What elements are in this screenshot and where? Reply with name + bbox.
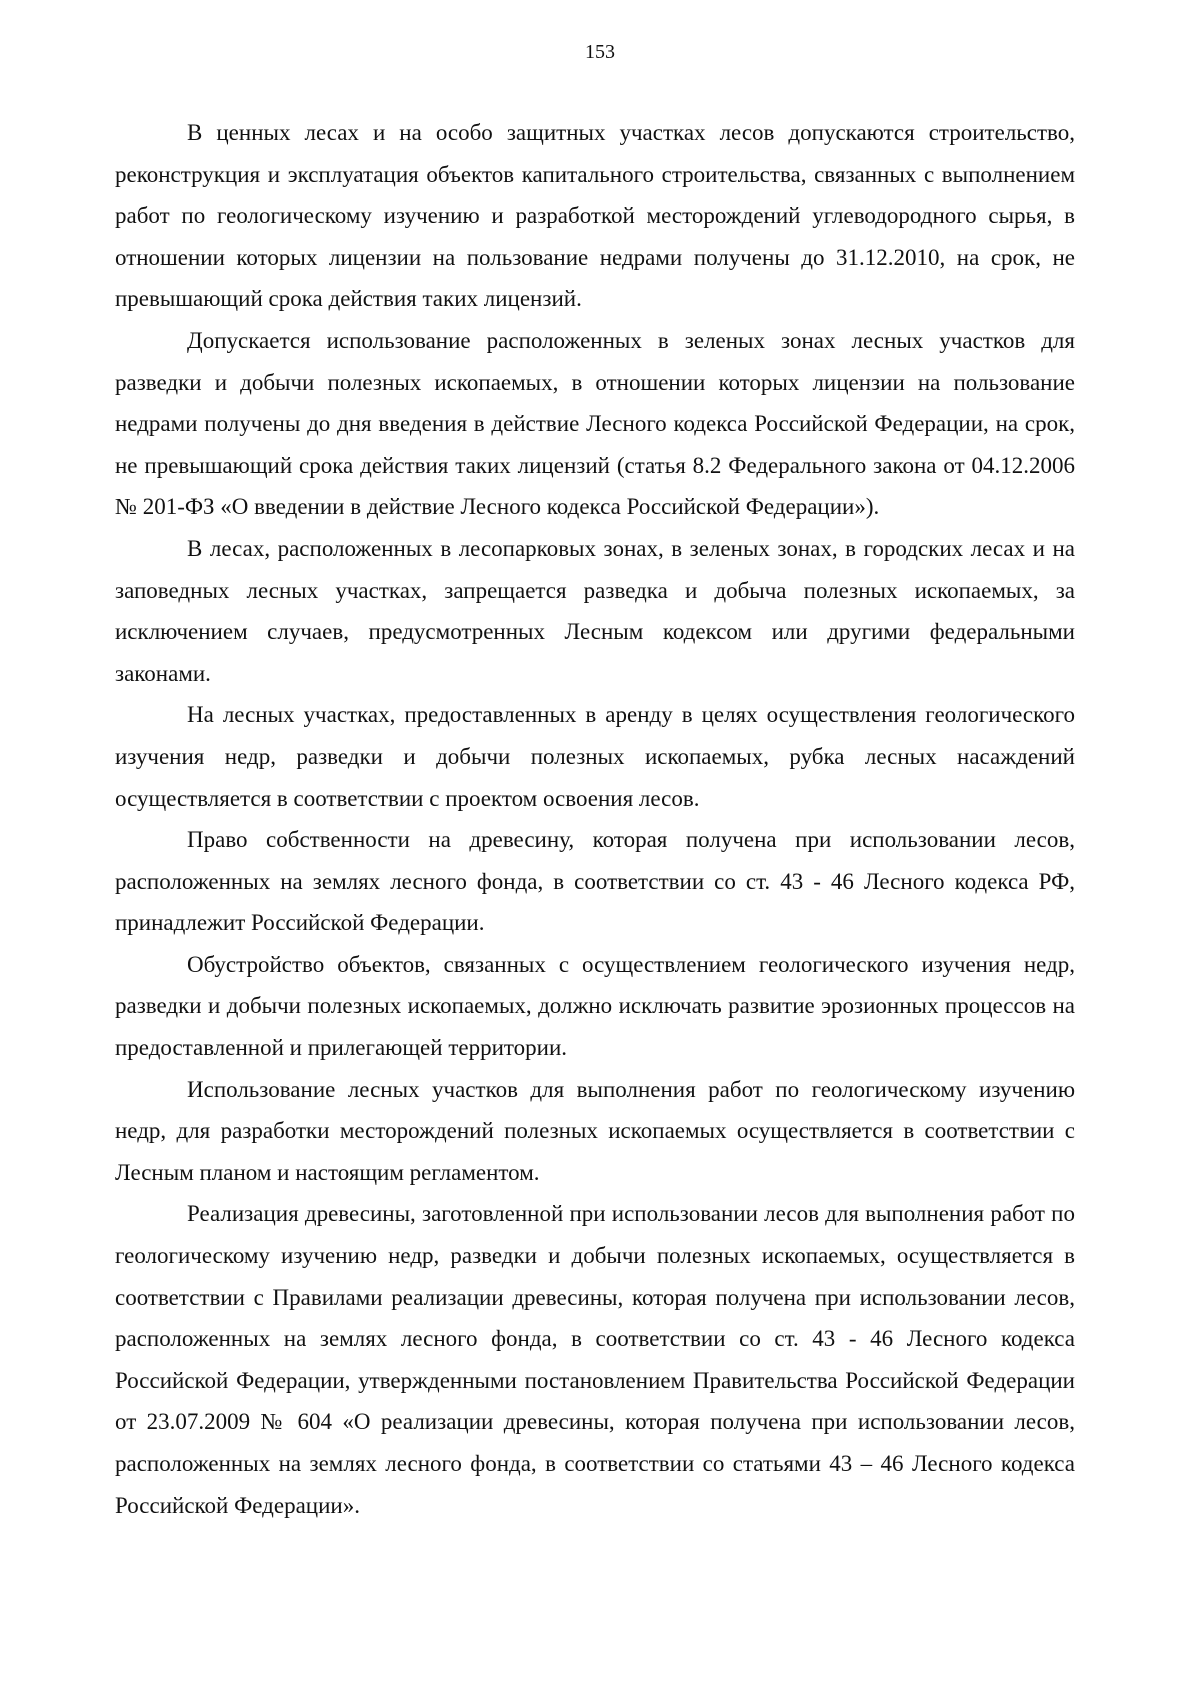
paragraph-green-zones: Допускается использование расположенных в зеленых зонах лесных участков для разведки и добычи полезных ископаемых, в отношении которых лицензии на пользование недрами получены до дня введения в действие Лесного кодекса Российской Федерации, на срок, не превышающий срока действия таких лицензий (статья 8.2 Федерального закона от 04.12.2006 № 201-ФЗ «О введении в действие Лесного кодекса Российской Федерации»). [115,327,1075,520]
paragraph-timber-ownership: Право собственности на древесину, которая получена при использовании лесов, расположенных на землях лесного фонда, в соответствии со ст. 43 - 46 Лесного кодекса РФ, принадлежит Российской Федерации. [115,827,1075,936]
paragraph-erosion-prevention: Обустройство объектов, связанных с осуществлением геологического изучения недр, разведки и добычи полезных ископаемых, должно исключать развитие эрозионных процессов на предоставленной и прилегающей территории. [115,951,1075,1061]
paragraph-timber-sale: Реализация древесины, заготовленной при использовании лесов для выполнения работ по геологическому изучению недр, разведки и добычи полезных ископаемых, осуществляется в соответствии с Правилами реализации древесины, которая получена при использовании лесов, расположенных на землях лесного фонда, в соответствии со ст. 43 - 46 Лесного кодекса Российской Федерации, утвержденными постановлением Правительства Российской Федерации от 23.07.2009 № 604 «О реализации древесины, которая получена при использовании лесов, расположенных на землях лесного фонда, в соответствии со статьями 43 – 46 Лесного кодекса Российской Федерации». [115,1201,1075,1518]
paragraph-forest-park-zones: В лесах, расположенных в лесопарковых зонах, в зеленых зонах, в городских лесах и на заповедных лесных участках, запрещается разведка и добыча полезных ископаемых, за исключением случаев, предусмотренных Лесным кодексом или другими федеральными законами. [115,535,1075,686]
paragraph-leased-plots: На лесных участках, предоставленных в аренду в целях осуществления геологического изучения недр, разведки и добычи полезных ископаемых, рубка лесных насаждений осуществляется в соответствии с проектом освоения лесов. [115,702,1075,811]
page-number: 153 [585,41,615,63]
paragraph-plot-use: Использование лесных участков для выполнения работ по геологическому изучению недр, для разработки месторождений полезных ископаемых осуществляется в соответствии с Лесным планом и настоящим регламентом. [115,1076,1075,1185]
document-body [115,112,1075,1526]
paragraph-valuable-forests: В ценных лесах и на особо защитных участках лесов допускаются строительство, реконструкция и эксплуатация объектов капитального строительства, связанных с выполнением работ по геологическому изучению и разработкой месторождений углеводородного сырья, в отношении которых лицензии на пользование недрами получены до 31.12.2010, на срок, не превышающий срока действия таких лицензий. [115,120,1075,312]
